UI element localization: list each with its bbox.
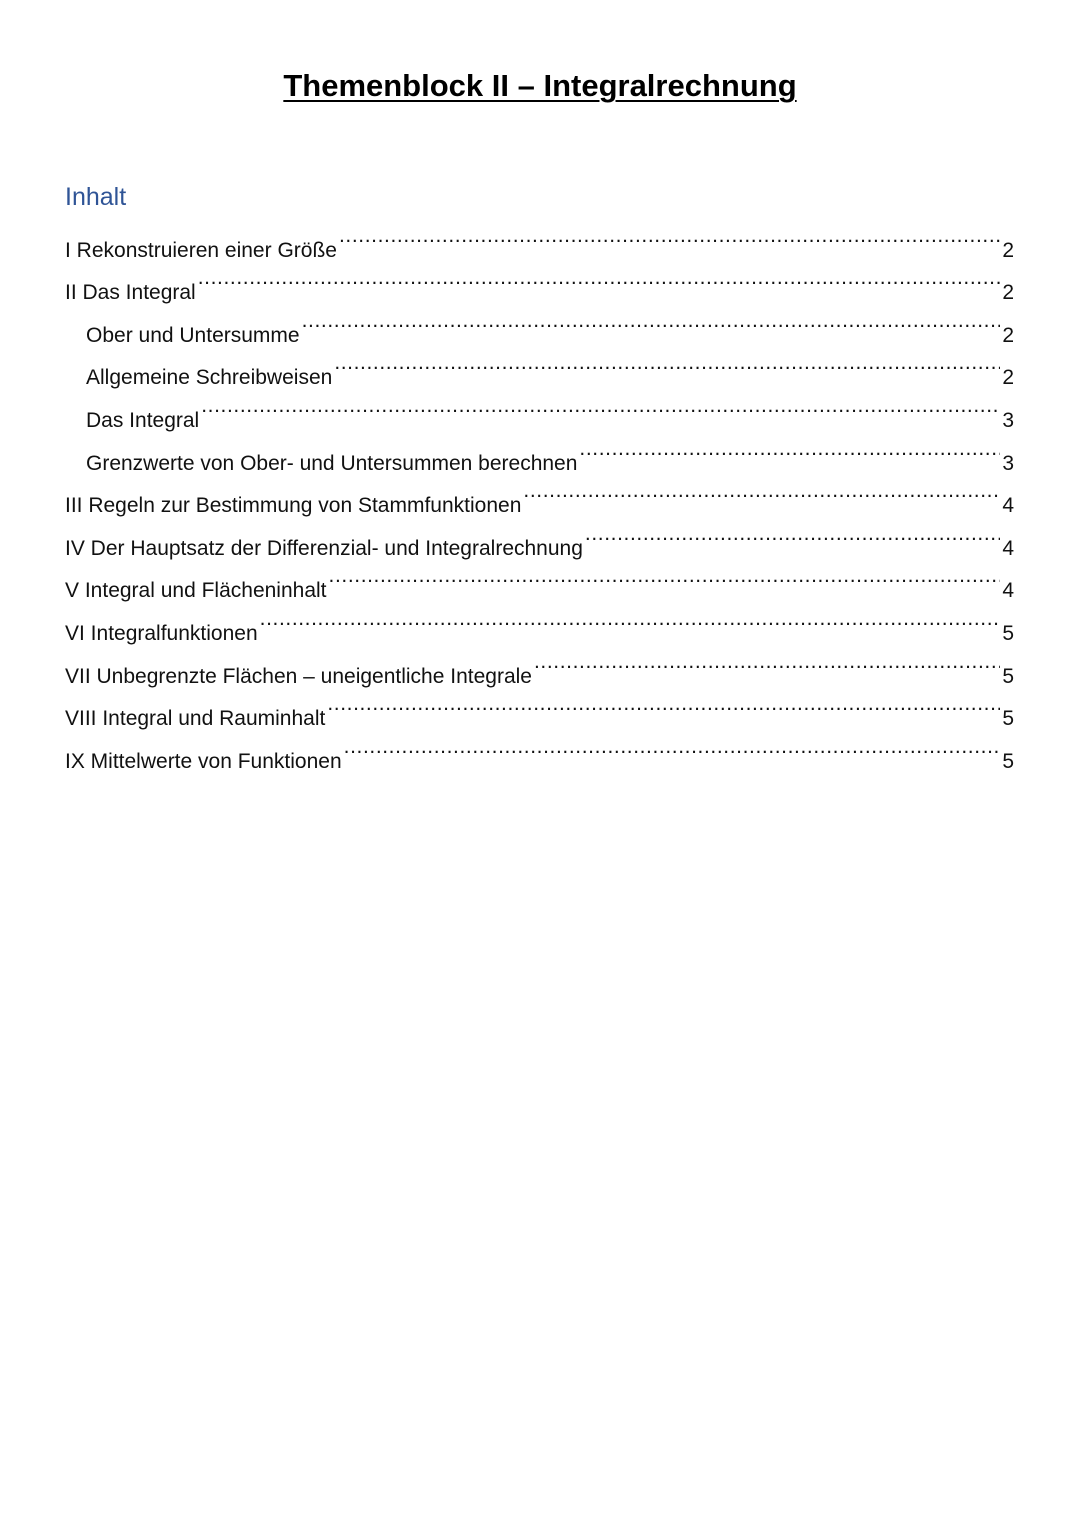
toc-entry-page: 2: [1002, 323, 1014, 347]
toc-entry-label: V Integral und Flächeninhalt: [65, 579, 327, 603]
toc-entry-page: 3: [1002, 451, 1014, 475]
toc-entry-page: 3: [1002, 408, 1014, 432]
toc-entry-page: 5: [1002, 664, 1014, 688]
toc-entry-page: 5: [1002, 749, 1014, 773]
toc-entry-label: VII Unbegrenzte Flächen – uneigentliche Integrale: [65, 664, 532, 688]
toc-dot-leader: [201, 384, 1000, 427]
toc-dot-leader: [585, 512, 1000, 555]
toc-heading: Inhalt: [65, 183, 127, 211]
toc-entry[interactable]: [65, 257, 1014, 305]
toc-entry-label: IX Mittelwerte von Funktionen: [65, 749, 342, 773]
toc-entry-label: Grenzwerte von Ober- und Untersummen berechnen: [86, 451, 578, 475]
toc-dot-leader: [579, 427, 1000, 470]
toc-entry-label: II Das Integral: [65, 281, 196, 305]
toc-entry-label: VI Integralfunktionen: [65, 621, 258, 645]
toc-entry[interactable]: [65, 299, 1014, 347]
toc-entry[interactable]: [65, 384, 1014, 432]
toc-dot-leader: [523, 470, 1000, 513]
toc-entry-label: IV Der Hauptsatz der Differenzial- und Integralrechnung: [65, 536, 583, 560]
toc-entry-page: 5: [1002, 621, 1014, 645]
table-of-contents: [65, 214, 1014, 773]
toc-dot-leader: [334, 342, 1000, 385]
toc-entry-page: 2: [1002, 366, 1014, 390]
toc-dot-leader: [327, 683, 1000, 726]
toc-dot-leader: [344, 725, 1001, 768]
toc-entry[interactable]: [65, 214, 1014, 262]
toc-entry-label: I Rekonstruieren einer Größe: [65, 238, 337, 262]
toc-entry-page: 4: [1002, 536, 1014, 560]
toc-entry-page: 2: [1002, 281, 1014, 305]
toc-entry-page: 5: [1002, 707, 1014, 731]
toc-entry-label: III Regeln zur Bestimmung von Stammfunktionen: [65, 494, 522, 518]
toc-entry-label: VIII Integral und Rauminhalt: [65, 707, 326, 731]
toc-dot-leader: [329, 555, 1001, 598]
toc-dot-leader: [260, 597, 1001, 640]
toc-dot-leader: [534, 640, 1000, 683]
toc-entry[interactable]: [65, 427, 1014, 475]
toc-entry-label: Allgemeine Schreibweisen: [86, 366, 333, 390]
toc-entry-label: Das Integral: [86, 408, 200, 432]
toc-entry-label: Ober und Untersumme: [86, 323, 300, 347]
toc-entry-page: 4: [1002, 579, 1014, 603]
toc-entry-page: 2: [1002, 238, 1014, 262]
toc-entry-page: 4: [1002, 494, 1014, 518]
toc-dot-leader: [302, 299, 1001, 342]
toc-dot-leader: [339, 214, 1000, 257]
document-title: Themenblock II – Integralrechnung: [283, 68, 797, 103]
toc-dot-leader: [198, 257, 1001, 300]
